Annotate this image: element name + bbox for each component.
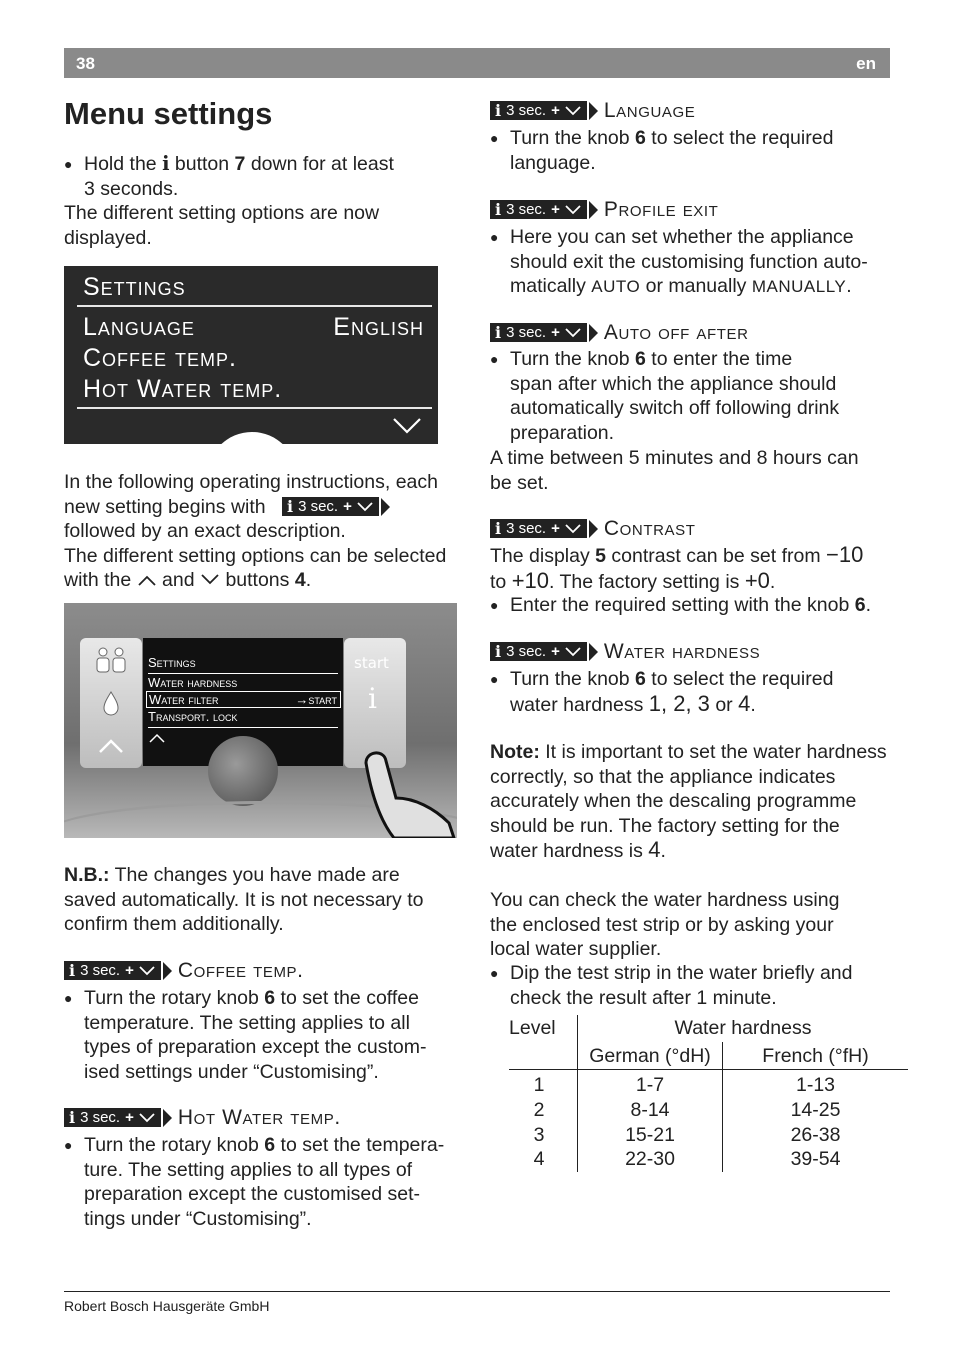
- chevron-down-icon: [565, 328, 581, 338]
- note-paragraph: Note: It is important to set the water hardness correctly, so that the appliance indicates accurately when the descaling programme should be run. The factory setting for the water hardness is 4.: [490, 741, 887, 863]
- table-cell-fr: 26-38: [790, 1123, 841, 1146]
- display-row-language: Language: [83, 313, 195, 341]
- screen-divider: [148, 673, 338, 674]
- chevron-down-icon: [357, 502, 373, 512]
- chevron-down-icon: [565, 524, 581, 534]
- water-hardness-bullet: ● Turn the knob 6 to select the required water hardness 1, 2, 3 or 4.: [490, 667, 910, 717]
- profiles-icon: [94, 646, 128, 674]
- table-cell-fr: 39-54: [790, 1148, 841, 1171]
- table-header-level: Level: [509, 1017, 556, 1039]
- chevron-down-icon: [139, 1113, 155, 1123]
- table-row: [509, 1073, 908, 1098]
- intro-paragraph: The different setting options are now displayed.: [64, 202, 380, 249]
- screen-selected-item: Water filter →start: [146, 691, 341, 708]
- page-title: Menu settings: [64, 96, 273, 131]
- water-hardness-table: [509, 1015, 908, 1172]
- table-row: [509, 1098, 908, 1123]
- coffee-temp-heading: i 3 sec. + Coffee temp.: [64, 961, 304, 980]
- table-row: [509, 1147, 908, 1172]
- table-cell-level: 3: [533, 1123, 545, 1146]
- table-cell-de: 22-30: [625, 1148, 675, 1171]
- nb-paragraph: N.B.: The changes you have made are saved automatically. It is not necessary to confirm them additionally.: [64, 864, 424, 936]
- control-panel-photo: [64, 603, 457, 838]
- auto-off-heading: i 3 sec. + Auto off after: [490, 323, 749, 342]
- table-header-french: French (°fH): [762, 1045, 869, 1067]
- table-cell-de: 1-7: [635, 1074, 665, 1096]
- table-cell-de: 8-14: [630, 1098, 670, 1121]
- knob-outline: [207, 432, 297, 444]
- screen-item-water-hardness: Water hardness: [148, 675, 238, 690]
- table-hline: [509, 1069, 908, 1070]
- contrast-heading: i 3 sec. + Contrast: [490, 519, 696, 538]
- hot-water-temp-heading: i 3 sec. + Hot Water temp.: [64, 1108, 341, 1127]
- chevron-down-icon: [200, 574, 220, 586]
- auto-off-paragraph: A time between 5 minutes and 8 hours can be set.: [490, 447, 859, 494]
- language-code: en: [856, 54, 876, 73]
- screen-item-transport-lock: Transport. lock: [148, 709, 238, 724]
- settings-display: [64, 266, 438, 444]
- up-button-icon: [98, 738, 124, 754]
- inline-badge: i 3 sec. +: [282, 497, 390, 516]
- footer-text: Robert Bosch Hausgeräte GmbH: [64, 1298, 270, 1314]
- finger-icon: [354, 743, 457, 838]
- table-cell-level: 4: [533, 1148, 545, 1171]
- chevron-down-icon: [565, 647, 581, 657]
- language-bullet: ● Turn the knob 6 to select the required language.: [490, 126, 910, 175]
- left-button-column: [80, 638, 142, 768]
- dip-bullet: ● Dip the test strip in the water briefly and check the result after 1 minute.: [490, 961, 920, 1010]
- drops-icon: [100, 690, 122, 716]
- operating-instructions-paragraph: In the following operating instructions, each new setting begins with: [64, 471, 438, 518]
- display-title: Settings: [83, 273, 186, 301]
- operating-instructions-cont: followed by an exact description. The different setting options can be selected with the and buttons 4.: [64, 520, 447, 592]
- table-cell-de: 15-21: [625, 1123, 675, 1146]
- page-header: [64, 48, 890, 78]
- intro-bullet: ● Hold the i button 7 down for at least 3 seconds.: [64, 152, 464, 201]
- chevron-up-icon: [137, 574, 157, 586]
- display-row-language-value: English: [333, 313, 424, 341]
- table-cell-level: 1: [533, 1074, 545, 1096]
- water-hardness-heading: i 3 sec. + Water hardness: [490, 642, 760, 661]
- screen-divider: [148, 727, 338, 728]
- language-heading: i 3 sec. + Language: [490, 101, 695, 120]
- table-header-water-hardness: Water hardness: [674, 1017, 812, 1039]
- table-cell-level: 2: [533, 1098, 545, 1121]
- info-button-label: i: [368, 682, 377, 715]
- display-divider: [77, 305, 432, 307]
- chevron-up-icon: [149, 733, 165, 743]
- auto-off-bullet: ● Turn the knob 6 to enter the time span after which the appliance should automatically switch off following drink preparation.: [490, 347, 910, 445]
- footer-rule: [64, 1291, 890, 1292]
- hot-water-temp-bullet: ● Turn the rotary knob 6 to set the tempera- ture. The setting applies to all types of preparation except the customised set- tings under “Customising”.: [64, 1133, 484, 1231]
- display-row-coffee: Coffee temp.: [83, 344, 237, 372]
- table-body: [509, 1073, 908, 1172]
- table-row: [509, 1123, 908, 1148]
- chevron-down-icon: [139, 966, 155, 976]
- check-paragraph: You can check the water hardness using the enclosed test strip or by asking your local water supplier.: [490, 889, 840, 961]
- table-cell-fr: 1-13: [795, 1074, 836, 1096]
- start-button-label: start: [354, 654, 389, 672]
- display-row-hotwater: Hot Water temp.: [83, 375, 283, 403]
- table-cell-fr: 14-25: [790, 1098, 841, 1121]
- screen-title: Settings: [148, 655, 196, 670]
- profile-exit-bullet: ● Here you can set whether the appliance should exit the customising function auto- matically AUTO or manually MANUALLY.: [490, 225, 920, 300]
- coffee-temp-bullet: ● Turn the rotary knob 6 to set the coffee temperature. The setting applies to all types of preparation except the custom- ised settings under “Customising”.: [64, 986, 484, 1084]
- rotary-knob: [208, 736, 278, 806]
- display-divider: [77, 407, 432, 409]
- page-number: 38: [76, 54, 95, 73]
- contrast-paragraph: The display 5 contrast can be set from −10 to +10. The factory setting is +0.: [490, 542, 864, 593]
- contrast-bullet: ● Enter the required setting with the knob 6.: [490, 593, 920, 618]
- table-header-german: German (°dH): [589, 1045, 711, 1067]
- chevron-down-icon: [565, 205, 581, 215]
- profile-exit-heading: i 3 sec. + Profile exit: [490, 200, 718, 219]
- chevron-down-icon: [565, 106, 581, 116]
- chevron-down-icon: [392, 416, 422, 434]
